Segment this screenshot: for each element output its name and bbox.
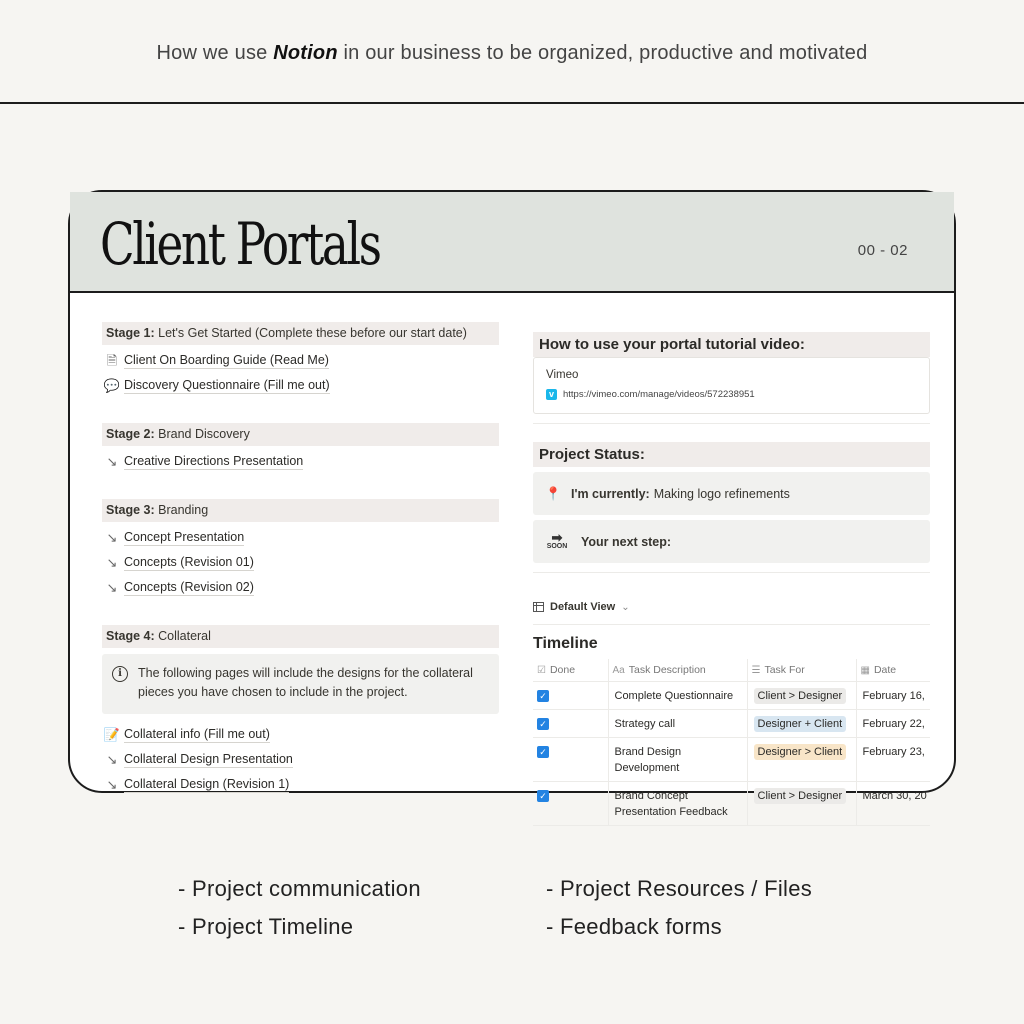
page-link-label[interactable]: Concept Presentation: [124, 530, 245, 544]
page-link-label[interactable]: Client On Boarding Guide (Read Me): [124, 353, 329, 367]
date-cell[interactable]: March 30, 20: [856, 781, 930, 825]
page-link[interactable]: [102, 575, 499, 600]
feature-item: - Project Timeline: [178, 914, 354, 939]
portal-header: [70, 192, 954, 293]
timeline-table: [533, 659, 930, 826]
document-icon: 🗎: [106, 353, 118, 368]
done-cell[interactable]: [533, 781, 608, 825]
done-cell[interactable]: [533, 709, 608, 737]
page-link[interactable]: [102, 449, 499, 474]
headline-suffix: in our business to be organized, productive and motivated: [337, 42, 868, 64]
arrow-link-icon: ↘: [106, 530, 118, 545]
table-row[interactable]: [533, 709, 930, 737]
stage-section: [102, 322, 499, 398]
feature-item: - Feedback forms: [546, 914, 722, 939]
current-status-callout: [533, 472, 930, 515]
table-row[interactable]: [533, 681, 930, 709]
date-cell[interactable]: February 16,: [856, 681, 930, 709]
headline-brand: Notion: [273, 42, 338, 64]
stages-column: [102, 322, 499, 822]
soon-arrow-icon: ➡ SOON: [546, 529, 568, 550]
task-cell[interactable]: Complete Questionnaire: [608, 681, 747, 709]
page-link-label[interactable]: Collateral info (Fill me out): [124, 727, 270, 741]
list-icon: ☰: [751, 664, 761, 676]
page-link-label[interactable]: Creative Directions Presentation: [124, 454, 304, 468]
tutorial-heading: How to use your portal tutorial video:: [533, 332, 930, 357]
task-for-tag: Designer + Client: [754, 716, 847, 732]
calendar-icon: ▦: [860, 664, 870, 676]
stage-section: [102, 625, 499, 797]
stage-section: [102, 423, 499, 474]
page-link[interactable]: [102, 348, 499, 373]
divider: [533, 423, 930, 424]
task-for-cell[interactable]: [747, 737, 856, 781]
page-headline: [0, 42, 1024, 65]
col-date[interactable]: ▦ Date: [856, 659, 930, 681]
speech-bubble-icon: 💬: [103, 378, 121, 393]
page-link-label[interactable]: Collateral Design (Revision 1): [124, 777, 290, 791]
table-row[interactable]: [533, 737, 930, 781]
timeline-body: [533, 681, 930, 825]
pin-icon: 📍: [545, 485, 562, 501]
table-header-row: [533, 659, 930, 681]
info-column: [533, 332, 930, 826]
stage-heading: Stage 2: Brand Discovery: [102, 423, 499, 446]
checkbox-icon: ☑: [537, 664, 546, 676]
task-for-cell[interactable]: [747, 681, 856, 709]
callout-text: The following pages will include the designs for the collateral pieces you have chosen to include in the project.: [138, 666, 473, 699]
arrow-link-icon: ↘: [106, 580, 118, 595]
col-done[interactable]: ☑ Done: [533, 659, 608, 681]
stage-heading: Stage 3: Branding: [102, 499, 499, 522]
video-embed[interactable]: [533, 357, 930, 414]
next-step-callout: [533, 520, 930, 563]
page-link[interactable]: [102, 722, 499, 747]
portal-content: [70, 295, 954, 818]
page-link-label[interactable]: Concepts (Revision 02): [124, 580, 254, 594]
chevron-down-icon: ⌄: [621, 601, 630, 613]
memo-icon: 📝: [103, 727, 121, 742]
features-left: [178, 870, 421, 946]
page-link-label[interactable]: Concepts (Revision 01): [124, 555, 254, 569]
page-link[interactable]: [102, 747, 499, 772]
task-for-tag: Client > Designer: [754, 688, 847, 704]
task-for-cell[interactable]: [747, 781, 856, 825]
next-step-label: Your next step:: [581, 534, 672, 549]
features-right: [546, 870, 812, 946]
info-icon: i: [112, 666, 128, 682]
arrow-link-icon: ↘: [106, 752, 118, 767]
task-for-cell[interactable]: [747, 709, 856, 737]
text-icon: Aa: [612, 664, 625, 676]
arrow-link-icon: ↘: [106, 555, 118, 570]
done-cell[interactable]: [533, 681, 608, 709]
task-cell[interactable]: Brand Concept Presentation Feedback: [608, 781, 747, 825]
divider: [533, 572, 930, 573]
task-for-tag: Designer > Client: [754, 744, 847, 760]
portal-window: [68, 190, 956, 818]
col-task[interactable]: Aa Task Description: [608, 659, 747, 681]
checkbox[interactable]: ✓: [537, 790, 549, 802]
page-link[interactable]: [102, 550, 499, 575]
col-for[interactable]: ☰ Task For: [747, 659, 856, 681]
feature-item: - Project Resources / Files: [546, 876, 813, 901]
current-status-value: Making logo refinements: [653, 486, 790, 501]
task-for-tag: Client > Designer: [754, 788, 847, 804]
timeline-title: Timeline: [533, 635, 598, 652]
headline-prefix: How we use: [156, 42, 274, 64]
info-callout: [102, 654, 499, 714]
view-divider: [533, 624, 930, 625]
top-divider: [0, 102, 1024, 104]
arrow-link-icon: ↘: [106, 777, 118, 792]
date-cell[interactable]: February 22,: [856, 709, 930, 737]
checkbox[interactable]: ✓: [537, 746, 549, 758]
feature-item: - Project communication: [178, 876, 421, 901]
arrow-link-icon: ↘: [106, 454, 118, 469]
stage-section: [102, 499, 499, 600]
view-name: Default View: [550, 601, 616, 613]
embed-provider: Vimeo: [546, 369, 579, 381]
status-heading: Project Status:: [533, 442, 930, 467]
embed-url[interactable]: https://vimeo.com/manage/videos/572238951: [563, 389, 755, 400]
embed-url-row[interactable]: [546, 389, 917, 400]
table-icon: [533, 602, 544, 612]
page-link[interactable]: [102, 772, 499, 797]
checkbox[interactable]: ✓: [537, 690, 549, 702]
page-link[interactable]: [102, 373, 499, 398]
checkbox[interactable]: ✓: [537, 718, 549, 730]
vimeo-icon: v: [546, 389, 557, 400]
page-link-label[interactable]: Discovery Questionnaire (Fill me out): [124, 378, 330, 392]
stage-heading: Stage 1: Let's Get Started (Complete these before our start date): [102, 322, 499, 345]
page-link-label[interactable]: Collateral Design Presentation: [124, 752, 293, 766]
current-status-label: I'm currently:: [571, 486, 650, 501]
portal-title: Client Portals: [100, 210, 380, 278]
done-cell[interactable]: [533, 737, 608, 781]
task-cell[interactable]: Strategy call: [608, 709, 747, 737]
view-selector[interactable]: [533, 593, 930, 621]
stage-heading: Stage 4: Collateral: [102, 625, 499, 648]
task-cell[interactable]: Brand Design Development: [608, 737, 747, 781]
date-cell[interactable]: February 23,: [856, 737, 930, 781]
page-link[interactable]: [102, 525, 499, 550]
portal-index: 00 - 02: [857, 242, 908, 259]
table-row[interactable]: [533, 781, 930, 825]
